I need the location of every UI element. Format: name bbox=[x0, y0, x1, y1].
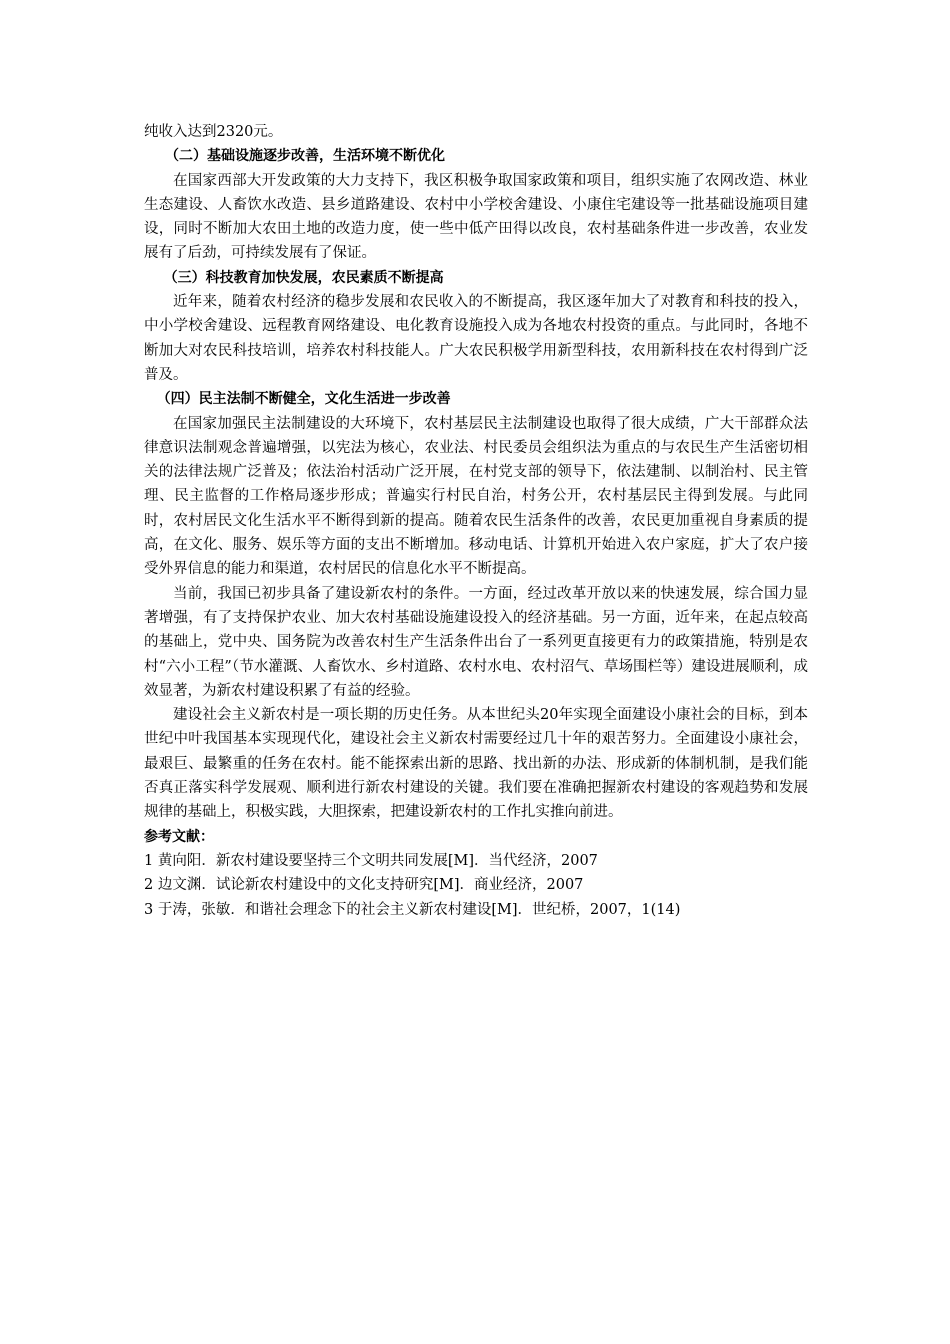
body-paragraph: 当前，我国已初步具备了建设新农村的条件。一方面，经过改革开放以来的快速发展，综合国力显著增强，有了支持保护农业、加大农村基础设施建设投入的经济基础。另一方面，近年来，在起点较高的基础上，党中央、国务院为改善农村生产生活条件出台了一系列更直接更有力的政策措施，特别是农村“六小工程”（节水灌溉、人畜饮水、乡村道路、农村水电、农村沼气、草场围栏等）建设进展顺利，成效显著，为新农村建设积累了有益的经验。 bbox=[144, 585, 808, 699]
body-paragraph: 在国家加强民主法制建设的大环境下，农村基层民主法制建设也取得了很大成绩，广大干部群众法律意识法制观念普遍增强，以宪法为核心，农业法、村民委员会组织法为重点的与农民生产生活密切相关的法律法规广泛普及；依法治村活动广泛开展，在村党支部的领导下，依法建制、以制治村、民主管理、民主监督的工作格局逐步形成；普遍实行村民自治，村务公开，农村基层民主得到发展。与此同时，农村居民文化生活水平不断得到新的提高。随着农民生活条件的改善，农民更加重视自身素质的提高，在文化、服务、娱乐等方面的支出不断增加。移动电话、计算机开始进入农户家庭，扩大了农户接受外界信息的能力和渠道，农村居民的信息化水平不断提高。 bbox=[144, 415, 808, 578]
body-paragraph: 在国家西部大开发政策的大力支持下，我区积极争取国家政策和项目，组织实施了农网改造、林业生态建设、人畜饮水改造、县乡道路建设、农村中小学校舍建设、小康住宅建设等一批基础设施项目建设，同时不断加大农田土地的改造力度，使一些中低产田得以改良，农村基础条件进一步改善，农业发展有了后劲，可持续发展有了保证。 bbox=[144, 172, 808, 262]
opening-line: 纯收入达到2320元。 bbox=[144, 124, 283, 140]
reference-item: 1 黄向阳．新农村建设要坚持三个文明共同发展[M]．当代经济，2007 bbox=[144, 852, 598, 869]
body-paragraph: 近年来，随着农村经济的稳步发展和农民收入的不断提高，我区逐年加大了对教育和科技的投入，中小学校舍建设、远程教育网络建设、电化教育设施投入成为各地农村投资的重点。与此同时，各地不断加大对农民科技培训，培养农村科技能人。广大农民积极学用新型科技，农用新科技在农村得到广泛普及。 bbox=[144, 294, 808, 383]
document-page bbox=[144, 120, 808, 922]
section-heading-4: （四）民主法制不断健全，文化生活进一步改善 bbox=[156, 391, 451, 408]
reference-item: 3 于涛，张敏．和谐社会理念下的社会主义新农村建设[M]．世纪桥，2007，1(14) bbox=[144, 901, 681, 918]
references-title: 参考文献： bbox=[144, 828, 214, 845]
body-paragraph: 建设社会主义新农村是一项长期的历史任务。从本世纪头20年实现全面建设小康社会的目标，到本世纪中叶我国基本实现现代化，建设社会主义新农村需要经过几十年的艰苦努力。全面建设小康社会，最艰巨、最繁重的任务在农村。能不能探索出新的思路、找出新的办法、形成新的体制机制，是我们能否真正落实科学发展观、顺利进行新农村建设的关键。我们要在准确把握新农村建设的客观趋势和发展规律的基础上，积极实践，大胆探索，把建设新农村的工作扎实推向前进。 bbox=[144, 707, 808, 821]
section-heading-3: （三）科技教育加快发展，农民素质不断提高 bbox=[163, 269, 444, 286]
reference-item: 2 边文渊．试论新农村建设中的文化支持研究[M]．商业经济，2007 bbox=[144, 877, 584, 894]
section-heading-2: （二）基础设施逐步改善，生活环境不断优化 bbox=[165, 148, 445, 165]
